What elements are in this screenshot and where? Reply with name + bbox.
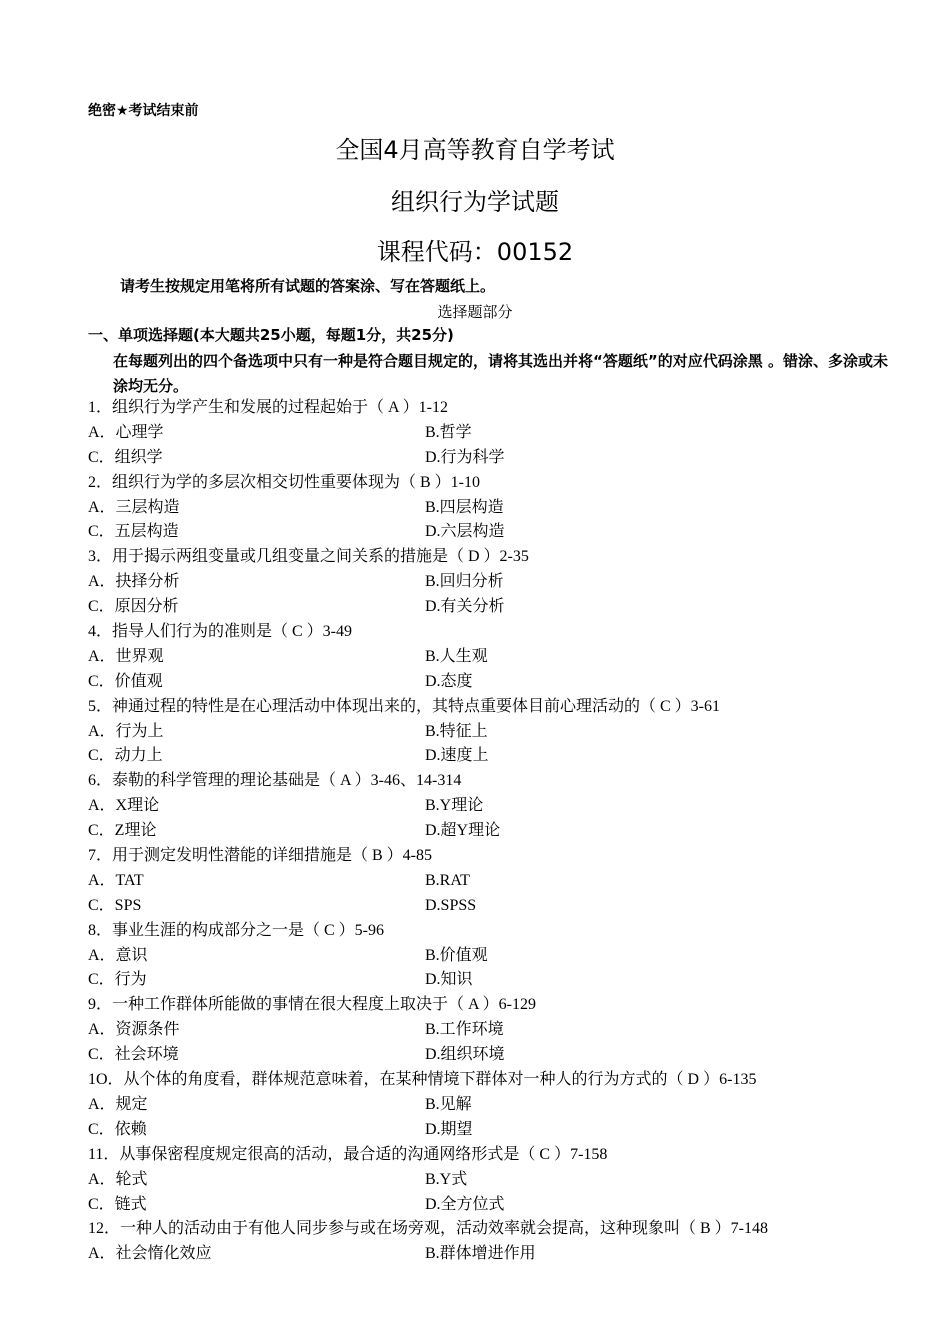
answer-option: C．链式 bbox=[88, 1195, 147, 1213]
answer-option: D.速度上 bbox=[425, 747, 489, 765]
answer-option: C．Z理论 bbox=[88, 822, 157, 840]
answer-option: A．轮式 bbox=[88, 1170, 148, 1188]
option-row bbox=[88, 894, 928, 919]
answer-option: A．X理论 bbox=[88, 797, 160, 815]
answer-option: B.见解 bbox=[425, 1095, 472, 1113]
answer-option: D.态度 bbox=[425, 672, 473, 690]
option-row bbox=[88, 1118, 928, 1143]
option-row bbox=[88, 869, 928, 894]
option-row bbox=[88, 944, 928, 969]
question-stem: 4．指导人们行为的准则是（ C ）3-49 bbox=[88, 623, 353, 641]
answer-option: B.RAT bbox=[425, 871, 470, 889]
option-row bbox=[88, 446, 928, 471]
answer-option: D.SPSS bbox=[425, 896, 477, 914]
question-stem: 1O．从个体的角度看，群体规范意味着，在某种情境下群体对一种人的行为方式的（ D ）6-135 bbox=[88, 1071, 757, 1089]
option-row bbox=[88, 744, 928, 769]
answer-option: B.Y理论 bbox=[425, 797, 484, 815]
answer-option: B.人生观 bbox=[425, 647, 488, 665]
option-row bbox=[88, 570, 928, 595]
question-stem: 3．用于揭示两组变量或几组变量之间关系的措施是（ D ）2-35 bbox=[88, 548, 529, 566]
answer-option: C．价值观 bbox=[88, 672, 163, 690]
question-stem: 5．神通过程的特性是在心理活动中体现出来的，其特点重要体目前心理活动的（ C ）3-61 bbox=[88, 697, 721, 715]
answer-option: B.价值观 bbox=[425, 946, 488, 964]
question-stem: 6．泰勒的科学管理的理论基础是（ A ）3-46、14-314 bbox=[88, 772, 462, 790]
instruction-text: 请考生按规定用笔将所有试题的答案涂、写在答题纸上。 bbox=[120, 277, 496, 295]
answer-option: C．依赖 bbox=[88, 1120, 147, 1138]
answer-option: B.四层构造 bbox=[425, 498, 504, 516]
answer-option: C．行为 bbox=[88, 971, 147, 989]
answer-option: D.组织环境 bbox=[425, 1046, 505, 1064]
option-row bbox=[88, 496, 928, 521]
answer-option: C．SPS bbox=[88, 896, 142, 914]
answer-option: A．世界观 bbox=[88, 647, 164, 665]
question-stem: 1．组织行为学产生和发展的过程起始于（ A ）1-12 bbox=[88, 399, 449, 416]
answer-option: A．心理学 bbox=[88, 423, 164, 441]
answer-option: C．五层构造 bbox=[88, 523, 179, 541]
answer-option: A．意识 bbox=[88, 946, 148, 964]
question-stem: 12．一种人的活动由于有他人同步参与或在场旁观，活动效率就会提高，这种现象叫（ B ）7-148 bbox=[88, 1220, 769, 1238]
option-row bbox=[88, 670, 928, 695]
answer-option: B.Y式 bbox=[425, 1170, 468, 1188]
answer-option: A．规定 bbox=[88, 1095, 148, 1113]
option-row bbox=[88, 1018, 928, 1043]
answer-option: C．动力上 bbox=[88, 747, 163, 765]
question-stem: 9．一种工作群体所能做的事情在很大程度上取决于（ A ）6-129 bbox=[88, 996, 537, 1014]
answer-option: D.超Y理论 bbox=[425, 822, 501, 840]
option-row bbox=[88, 1093, 928, 1118]
option-row bbox=[88, 1043, 928, 1068]
answer-option: A．抉择分析 bbox=[88, 573, 180, 591]
exam-title: 全国4月高等教育自学考试 bbox=[335, 136, 615, 164]
question-stem: 8．事业生涯的构成部分之一是（ C ）5-96 bbox=[88, 921, 385, 939]
option-row bbox=[88, 1168, 928, 1193]
answer-option: D.有关分析 bbox=[425, 598, 505, 616]
option-row bbox=[88, 720, 928, 745]
option-row bbox=[88, 645, 928, 670]
question-stem: 7．用于测定发明性潜能的详细措施是（ B ）4-85 bbox=[88, 847, 433, 865]
question-list bbox=[88, 396, 928, 1267]
answer-option: A．三层构造 bbox=[88, 498, 180, 516]
answer-option: A．资源条件 bbox=[88, 1021, 180, 1039]
option-row bbox=[88, 968, 928, 993]
answer-option: A．社会惰化效应 bbox=[88, 1245, 212, 1263]
answer-option: A．TAT bbox=[88, 871, 144, 889]
answer-option: B.工作环境 bbox=[425, 1021, 504, 1039]
subject-title: 组织行为学试题 bbox=[391, 188, 559, 216]
section-description: 在每题列出的四个备选项中只有一种是符合题目规定的，请将其选出并将“答题纸”的对应代码涂黑 。错涂、多涂或未涂均无分。 bbox=[113, 352, 888, 395]
option-row bbox=[88, 1193, 928, 1218]
option-row bbox=[88, 595, 928, 620]
answer-option: C．原因分析 bbox=[88, 598, 179, 616]
answer-option: D.期望 bbox=[425, 1120, 473, 1138]
answer-option: A．行为上 bbox=[88, 722, 164, 740]
course-code: 课程代码：00152 bbox=[376, 238, 574, 266]
option-row bbox=[88, 1242, 928, 1267]
answer-option: B.回归分析 bbox=[425, 573, 504, 591]
confidential-label: 绝密★考试结束前 bbox=[88, 103, 199, 119]
answer-option: C．社会环境 bbox=[88, 1046, 179, 1064]
section-heading: 一、单项选择题(本大题共25小题，每题1分，共25分) bbox=[88, 326, 454, 344]
answer-option: C．组织学 bbox=[88, 448, 163, 466]
answer-option: D.知识 bbox=[425, 971, 473, 989]
option-row bbox=[88, 819, 928, 844]
answer-option: B.哲学 bbox=[425, 423, 472, 441]
option-row bbox=[88, 794, 928, 819]
option-row bbox=[88, 520, 928, 545]
answer-option: D.全方位式 bbox=[425, 1195, 505, 1213]
answer-option: D.六层构造 bbox=[425, 523, 505, 541]
answer-option: B.特征上 bbox=[425, 722, 488, 740]
question-stem: 2．组织行为学的多层次相交切性重要体现为（ B ）1-10 bbox=[88, 473, 481, 491]
part-title: 选择题部分 bbox=[437, 303, 513, 321]
answer-option: B.群体增进作用 bbox=[425, 1245, 536, 1263]
answer-option: D.行为科学 bbox=[425, 448, 505, 466]
question-stem: 11．从事保密程度规定很高的活动，最合适的沟通网络形式是（ C ）7-158 bbox=[88, 1145, 608, 1163]
option-row bbox=[88, 421, 928, 446]
